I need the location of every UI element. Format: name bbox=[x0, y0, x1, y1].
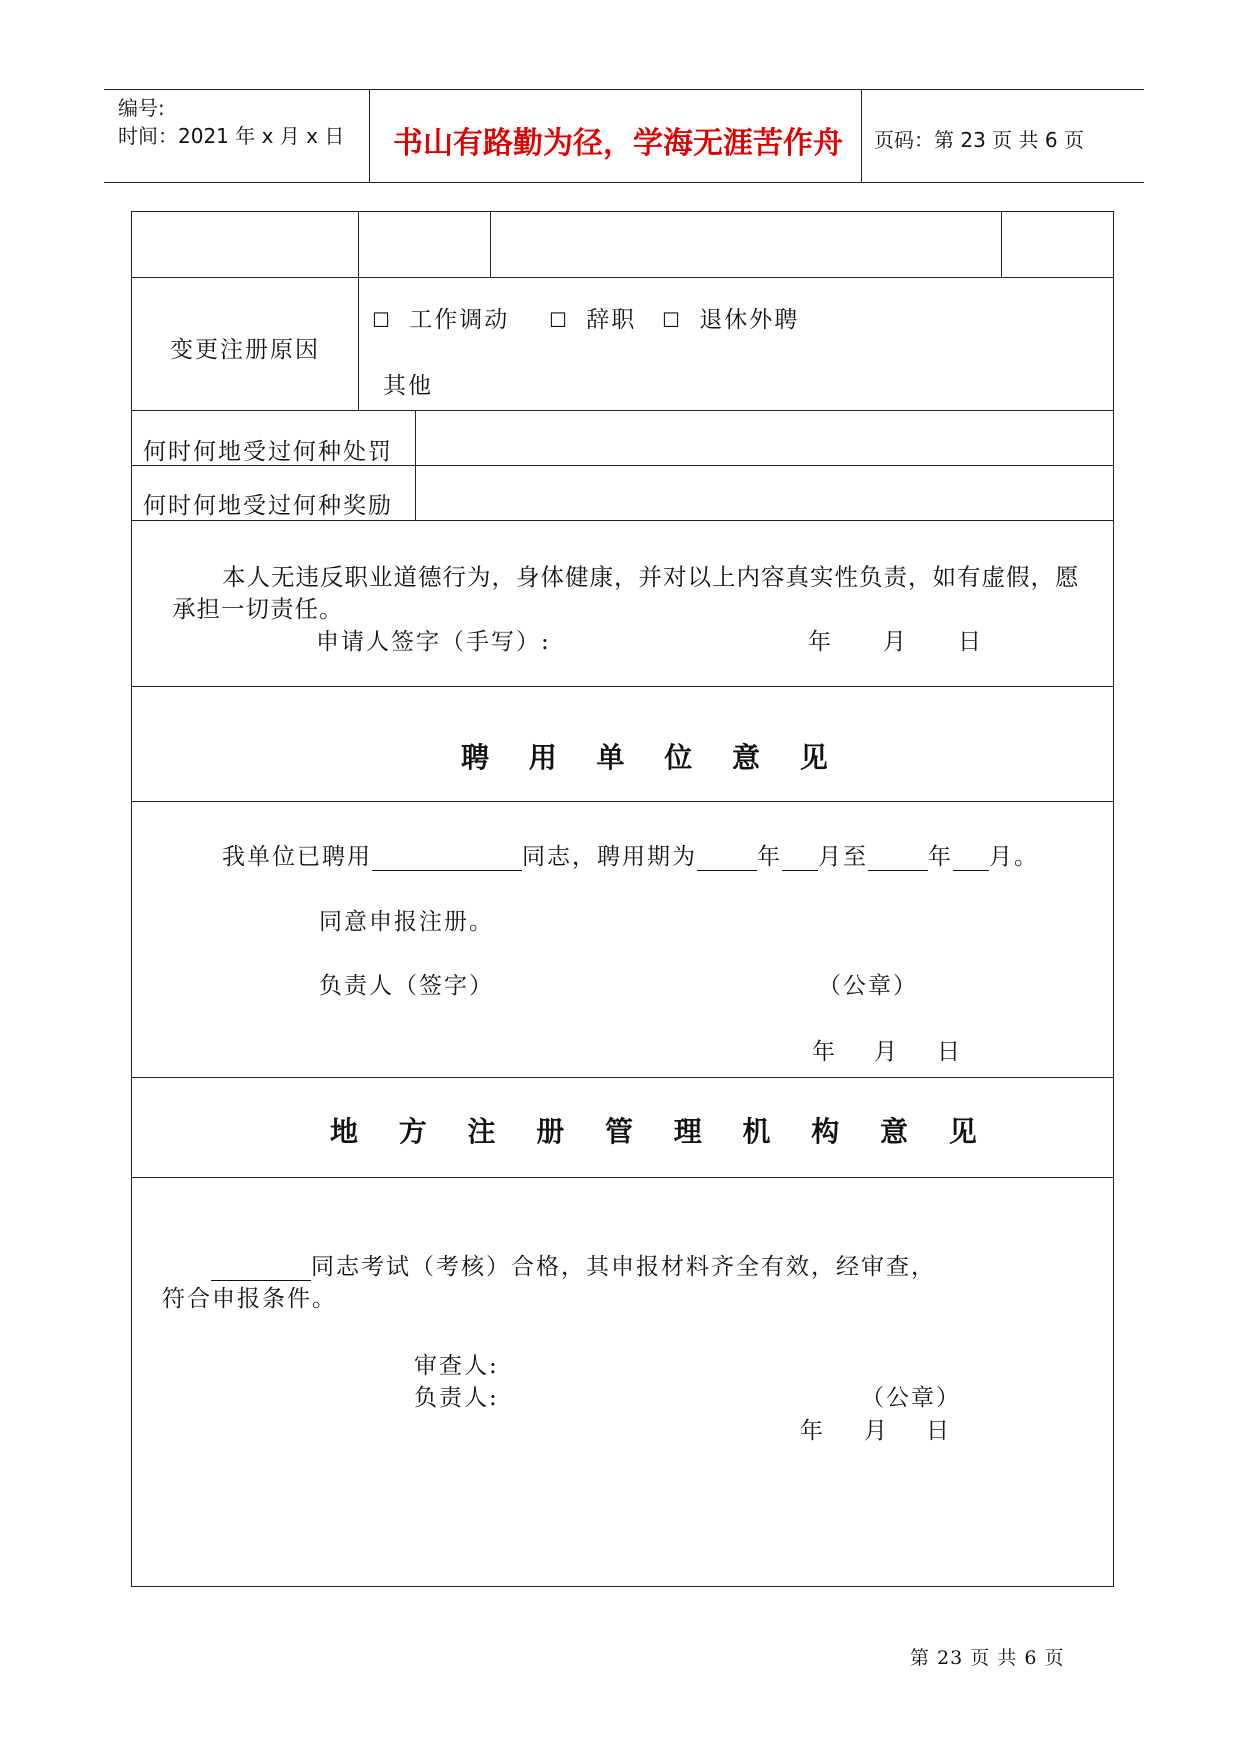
heading-char: 聘 bbox=[461, 741, 490, 774]
checkbox-icon[interactable]: ☐ bbox=[372, 308, 392, 332]
heading-char: 管 bbox=[605, 1115, 634, 1148]
reason-option-retire[interactable] bbox=[662, 301, 799, 334]
heading-char: 注 bbox=[467, 1115, 496, 1148]
employer-date-day: 日 bbox=[937, 1039, 962, 1065]
row2-divider bbox=[358, 277, 359, 410]
applicant-date-month: 月 bbox=[883, 629, 908, 655]
header-bottom-rule bbox=[104, 182, 1144, 183]
end-year-blank[interactable] bbox=[868, 844, 928, 871]
local-authority-opinion-heading bbox=[330, 1110, 979, 1150]
row1-divider-2 bbox=[490, 211, 491, 277]
table-left-border bbox=[131, 211, 132, 1587]
reason-option-label: 辞职 bbox=[586, 307, 637, 333]
document-number-label: 编号: bbox=[118, 96, 165, 120]
reason-label: 变更注册原因 bbox=[170, 337, 320, 363]
table-bottom-border bbox=[131, 1586, 1114, 1587]
row1-bottom bbox=[131, 277, 1114, 278]
employee-name-blank[interactable] bbox=[372, 844, 522, 871]
applicant-signature-field[interactable] bbox=[545, 618, 785, 652]
footer-page-label: 第 23 页 共 6 页 bbox=[910, 1647, 1065, 1669]
checkbox-icon[interactable]: ☐ bbox=[549, 308, 569, 332]
local-date-month: 月 bbox=[864, 1418, 889, 1444]
heading-char: 意 bbox=[732, 741, 761, 774]
start-month-blank[interactable] bbox=[782, 844, 818, 871]
employer-body-bottom bbox=[131, 1077, 1114, 1078]
local-statement-line-2: 符合申报条件。 bbox=[162, 1286, 337, 1312]
heading-char: 单 bbox=[596, 741, 625, 774]
employer-text: 同志，聘用期为 bbox=[522, 844, 697, 870]
applicant-sign-label: 申请人签字（手写）: bbox=[316, 629, 551, 655]
employer-opinion-heading bbox=[461, 736, 830, 776]
header-page-label: 页码：第 23 页 共 6 页 bbox=[874, 128, 1084, 152]
local-statement-line-1 bbox=[211, 1248, 936, 1281]
heading-char: 见 bbox=[799, 741, 828, 774]
reason-option-label: 工作调动 bbox=[409, 307, 510, 333]
employer-text: 我单位已聘用 bbox=[222, 844, 372, 870]
employer-text: 月至 bbox=[818, 844, 868, 870]
end-month-blank[interactable] bbox=[953, 844, 989, 871]
employer-text: 年 bbox=[757, 844, 782, 870]
local-seal-label: （公章） bbox=[861, 1385, 961, 1411]
table-top-border bbox=[131, 211, 1114, 212]
document-time-label: 时间：2021 年 x 月 x 日 bbox=[118, 124, 345, 148]
employer-agree-text: 同意申报注册。 bbox=[319, 909, 494, 935]
employer-text: 年 bbox=[928, 844, 953, 870]
row1-divider-3 bbox=[1001, 211, 1002, 277]
applicant-date-day: 日 bbox=[958, 629, 983, 655]
declaration-line-2: 承担一切责任。 bbox=[172, 595, 344, 623]
local-date-year: 年 bbox=[800, 1418, 825, 1444]
local-date-day: 日 bbox=[926, 1418, 951, 1444]
heading-char: 意 bbox=[880, 1115, 909, 1148]
employer-text: 月。 bbox=[989, 844, 1039, 870]
reason-option-label: 退休外聘 bbox=[699, 307, 800, 333]
start-year-blank[interactable] bbox=[697, 844, 757, 871]
local-text: 同志考试（考核）合格，其申报材料齐全有效，经审查， bbox=[311, 1254, 936, 1280]
reward-field[interactable] bbox=[416, 466, 1113, 520]
reason-option-resign[interactable] bbox=[549, 301, 636, 334]
employer-seal-label: （公章） bbox=[818, 973, 918, 999]
declaration-bottom bbox=[131, 686, 1114, 687]
heading-char: 方 bbox=[398, 1115, 427, 1148]
heading-char: 用 bbox=[528, 741, 557, 774]
employer-statement bbox=[222, 838, 1039, 871]
header-top-rule bbox=[104, 89, 1144, 90]
heading-char: 位 bbox=[664, 741, 693, 774]
reward-label: 何时何地受过何种奖励 bbox=[143, 493, 393, 519]
employer-date-month: 月 bbox=[874, 1039, 899, 1065]
employer-sign-label: 负责人（签字） bbox=[319, 973, 494, 999]
reason-other-label: 其他 bbox=[383, 373, 433, 399]
row4-bottom bbox=[131, 520, 1114, 521]
heading-char: 地 bbox=[330, 1115, 359, 1148]
local-responsible-label: 负责人: bbox=[414, 1385, 499, 1411]
row1-divider-1 bbox=[358, 211, 359, 277]
employer-date-year: 年 bbox=[812, 1039, 837, 1065]
declaration-line-1: 本人无违反职业道德行为，身体健康，并对以上内容真实性负责，如有虚假，愿 bbox=[222, 563, 1080, 591]
applicant-date-year: 年 bbox=[808, 629, 833, 655]
reason-option-transfer[interactable] bbox=[372, 301, 509, 334]
heading-char: 机 bbox=[742, 1115, 771, 1148]
heading-char: 见 bbox=[948, 1115, 977, 1148]
local-heading-bottom bbox=[131, 1177, 1114, 1178]
header-divider-right bbox=[861, 89, 862, 183]
heading-char: 构 bbox=[811, 1115, 840, 1148]
heading-char: 册 bbox=[536, 1115, 565, 1148]
punishment-label: 何时何地受过何种处罚 bbox=[143, 439, 393, 465]
header-motto: 书山有路勤为径，学海无涯苦作舟 bbox=[393, 126, 843, 161]
heading-char: 理 bbox=[673, 1115, 702, 1148]
header-divider-left bbox=[369, 89, 370, 183]
candidate-name-blank[interactable] bbox=[211, 1254, 311, 1281]
reviewer-label: 审查人: bbox=[414, 1353, 499, 1379]
employer-heading-bottom bbox=[131, 801, 1114, 802]
punishment-field[interactable] bbox=[416, 411, 1113, 465]
checkbox-icon[interactable]: ☐ bbox=[662, 308, 682, 332]
table-right-border bbox=[1113, 211, 1114, 1587]
